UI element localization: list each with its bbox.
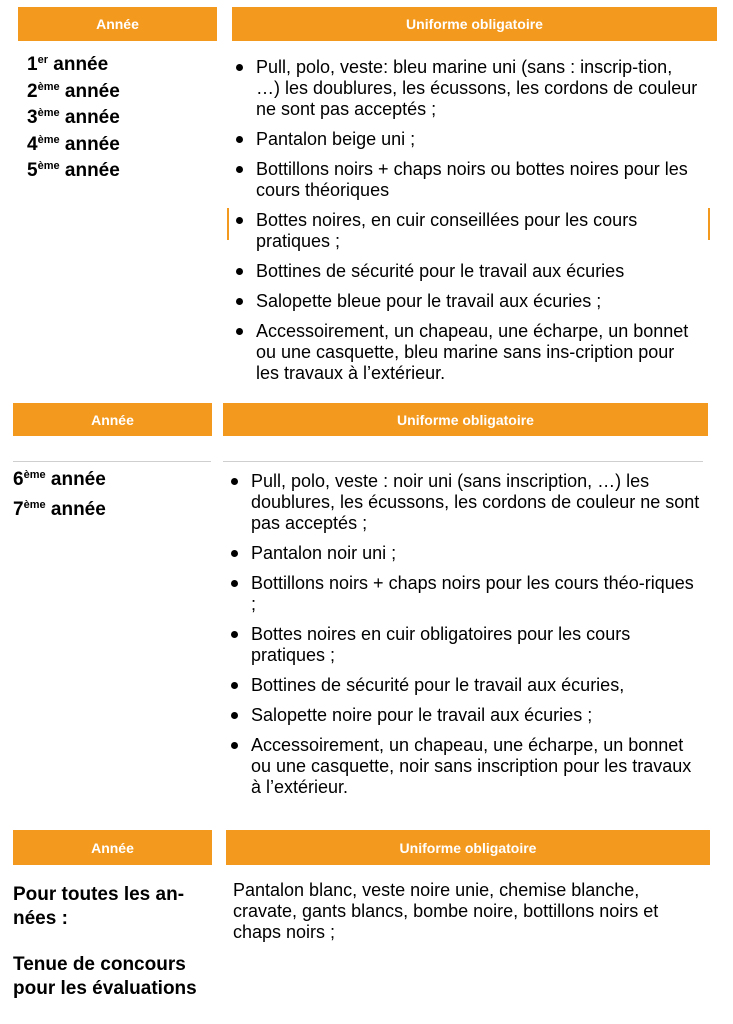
- list-item: Bottillons noirs + chaps noirs ou bottes noires pour les cours théoriques: [232, 159, 698, 201]
- change-bar-right: [708, 208, 710, 240]
- year-label: 4ème année: [27, 133, 120, 155]
- list-item: Pantalon noir uni ;: [227, 543, 703, 564]
- year-label: 3ème année: [27, 107, 120, 128]
- all-years-uniform-text: Pantalon blanc, veste noire unie, chemise blanche, cravate, gants blancs, bombe noire, bottillons noirs et chaps noirs ;: [233, 880, 659, 942]
- list-item: Accessoirement, un chapeau, une écharpe, un bonnet ou une casquette, noir sans inscription pour les travaux à l’extérieur.: [227, 735, 703, 798]
- divider: [223, 461, 703, 462]
- list-item: Bottines de sécurité pour le travail aux écuries,: [227, 675, 703, 696]
- section1-uniform-list: [232, 57, 698, 384]
- list-item: Pull, polo, veste: bleu marine uni (sans : inscrip-tion, …) les doublures, les écussons, les cordons de couleur ne sont pas acceptés ;: [232, 57, 698, 120]
- section3-header-uniform: Uniforme obligatoire: [226, 830, 710, 865]
- all-years-label: Pour toutes les an-nées :: [13, 884, 185, 929]
- year-label: 6ème année: [13, 469, 106, 490]
- section2-header-uniform: Uniforme obligatoire: [223, 403, 708, 436]
- change-bar-left: [227, 208, 229, 240]
- list-item: Bottines de sécurité pour le travail aux écuries: [232, 261, 698, 282]
- list-item: Bottes noires, en cuir conseillées pour les cours pratiques ;: [232, 210, 698, 252]
- list-item: Bottillons noirs + chaps noirs pour les cours théo-riques ;: [227, 573, 703, 615]
- section2-years: [13, 466, 106, 526]
- list-item: Bottes noires en cuir obligatoires pour les cours pratiques ;: [227, 624, 703, 666]
- section2-header-year: Année: [13, 403, 212, 436]
- list-item: Salopette noire pour le travail aux écuries ;: [227, 705, 703, 726]
- section3-header-year: Année: [13, 830, 212, 865]
- year-label: 5ème année: [27, 160, 120, 181]
- year-label: 7ème année: [13, 499, 106, 520]
- section2-uniform-list: [227, 471, 703, 798]
- section1-header-year: Année: [18, 7, 217, 41]
- list-item: Accessoirement, un chapeau, une écharpe, un bonnet ou une casquette, bleu marine sans ins-cription pour les travaux à l’extérieur.: [232, 321, 698, 384]
- list-item: Salopette bleue pour le travail aux écuries ;: [232, 291, 698, 312]
- list-item: Pantalon beige uni ;: [232, 129, 698, 150]
- section1-years: [27, 53, 120, 186]
- list-item: Pull, polo, veste : noir uni (sans inscription, …) les doublures, les écussons, les cordons de couleur ne sont pas acceptés ;: [227, 471, 703, 534]
- section1-header-uniform: Uniforme obligatoire: [232, 7, 717, 41]
- competition-outfit-label: Tenue de concours pour les évaluations: [13, 954, 197, 999]
- year-label: 2ème année: [27, 80, 120, 102]
- divider: [13, 461, 211, 462]
- year-label: 1er année: [27, 54, 109, 75]
